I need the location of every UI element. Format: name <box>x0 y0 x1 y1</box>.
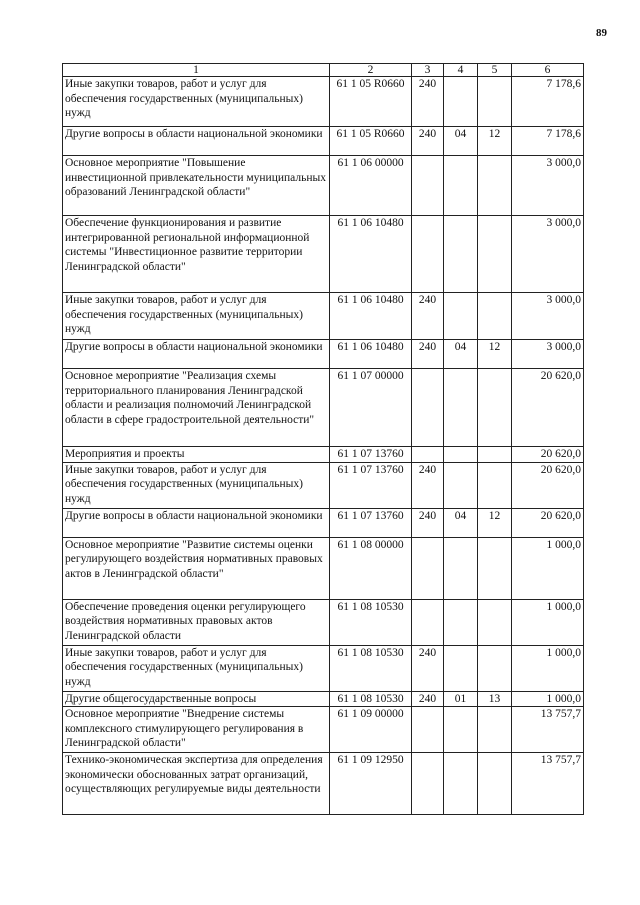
subsection: 12 <box>478 127 512 156</box>
subsection <box>478 753 512 815</box>
expense-type: 240 <box>412 293 444 340</box>
amount: 1 000,0 <box>512 537 584 599</box>
section <box>444 645 478 691</box>
target-code: 61 1 08 10530 <box>330 691 412 707</box>
amount: 3 000,0 <box>512 216 584 293</box>
item-name: Иные закупки товаров, работ и услуг для обеспечения государственных (муниципальных) нужд <box>63 645 330 691</box>
table-row <box>63 369 584 447</box>
amount: 20 620,0 <box>512 369 584 447</box>
expense-type: 240 <box>412 77 444 127</box>
subsection <box>478 216 512 293</box>
target-code: 61 1 06 10480 <box>330 340 412 369</box>
table-row <box>63 447 584 463</box>
amount: 13 757,7 <box>512 707 584 753</box>
item-name: Иные закупки товаров, работ и услуг для обеспечения государственных (муниципальных) нужд <box>63 77 330 127</box>
expense-type: 240 <box>412 691 444 707</box>
expense-type <box>412 599 444 645</box>
header-row <box>63 64 584 77</box>
expense-type <box>412 753 444 815</box>
item-name: Другие вопросы в области национальной экономики <box>63 508 330 537</box>
section: 01 <box>444 691 478 707</box>
expense-type <box>412 156 444 216</box>
target-code: 61 1 06 10480 <box>330 216 412 293</box>
target-code: 61 1 08 00000 <box>330 537 412 599</box>
subsection <box>478 599 512 645</box>
table-row <box>63 599 584 645</box>
expense-type: 240 <box>412 462 444 508</box>
budget-table <box>62 63 584 815</box>
target-code: 61 1 07 13760 <box>330 447 412 463</box>
table-row <box>63 462 584 508</box>
table-row <box>63 537 584 599</box>
section <box>444 447 478 463</box>
item-name: Другие общегосударственные вопросы <box>63 691 330 707</box>
section: 04 <box>444 340 478 369</box>
subsection <box>478 645 512 691</box>
item-name: Другие вопросы в области национальной экономики <box>63 127 330 156</box>
target-code: 61 1 06 10480 <box>330 293 412 340</box>
amount: 3 000,0 <box>512 293 584 340</box>
amount: 3 000,0 <box>512 156 584 216</box>
section: 04 <box>444 508 478 537</box>
amount: 20 620,0 <box>512 447 584 463</box>
column-header-4: 4 <box>444 64 478 77</box>
expense-type <box>412 369 444 447</box>
table-row <box>63 645 584 691</box>
amount: 20 620,0 <box>512 508 584 537</box>
column-header-1: 1 <box>63 64 330 77</box>
subsection <box>478 447 512 463</box>
column-header-5: 5 <box>478 64 512 77</box>
item-name: Обеспечение функционирования и развитие интегрированной региональной информационной системы "Инвестиционное развитие территории Ленинградской области" <box>63 216 330 293</box>
item-name: Основное мероприятие "Внедрение системы комплексного стимулирующего регулирования в Ленинградской области" <box>63 707 330 753</box>
section <box>444 707 478 753</box>
item-name: Иные закупки товаров, работ и услуг для обеспечения государственных (муниципальных) нужд <box>63 293 330 340</box>
expense-type <box>412 707 444 753</box>
subsection <box>478 537 512 599</box>
section <box>444 156 478 216</box>
subsection <box>478 707 512 753</box>
subsection <box>478 156 512 216</box>
page-number: 89 <box>596 27 607 39</box>
subsection <box>478 462 512 508</box>
section: 04 <box>444 127 478 156</box>
subsection: 12 <box>478 508 512 537</box>
target-code: 61 1 07 13760 <box>330 508 412 537</box>
expense-type: 240 <box>412 340 444 369</box>
column-header-6: 6 <box>512 64 584 77</box>
item-name: Технико-экономическая экспертиза для определения экономически обоснованных затрат организаций, осуществляющих регулируемые виды деятельности <box>63 753 330 815</box>
table-row <box>63 707 584 753</box>
section <box>444 599 478 645</box>
table-row <box>63 216 584 293</box>
amount: 13 757,7 <box>512 753 584 815</box>
table-row <box>63 127 584 156</box>
target-code: 61 1 07 00000 <box>330 369 412 447</box>
target-code: 61 1 05 R0660 <box>330 127 412 156</box>
table-row <box>63 753 584 815</box>
amount: 1 000,0 <box>512 645 584 691</box>
subsection: 12 <box>478 340 512 369</box>
section <box>444 537 478 599</box>
amount: 1 000,0 <box>512 599 584 645</box>
target-code: 61 1 08 10530 <box>330 599 412 645</box>
item-name: Основное мероприятие "Реализация схемы территориального планирования Ленинградской области и реализация полномочий Ленинградской области в сфере градостроительной деятельности" <box>63 369 330 447</box>
column-header-3: 3 <box>412 64 444 77</box>
column-header-2: 2 <box>330 64 412 77</box>
table-row <box>63 156 584 216</box>
section <box>444 753 478 815</box>
table-row <box>63 508 584 537</box>
subsection: 13 <box>478 691 512 707</box>
item-name: Иные закупки товаров, работ и услуг для обеспечения государственных (муниципальных) нужд <box>63 462 330 508</box>
subsection <box>478 293 512 340</box>
table-row <box>63 77 584 127</box>
subsection <box>478 369 512 447</box>
section <box>444 293 478 340</box>
section <box>444 369 478 447</box>
expense-type: 240 <box>412 508 444 537</box>
amount: 20 620,0 <box>512 462 584 508</box>
subsection <box>478 77 512 127</box>
target-code: 61 1 09 12950 <box>330 753 412 815</box>
section <box>444 462 478 508</box>
amount: 1 000,0 <box>512 691 584 707</box>
target-code: 61 1 05 R0660 <box>330 77 412 127</box>
item-name: Мероприятия и проекты <box>63 447 330 463</box>
target-code: 61 1 09 00000 <box>330 707 412 753</box>
expense-type <box>412 216 444 293</box>
item-name: Основное мероприятие "Повышение инвестиционной привлекательности муниципальных образований Ленинградской области" <box>63 156 330 216</box>
expense-type <box>412 537 444 599</box>
amount: 7 178,6 <box>512 127 584 156</box>
table-row <box>63 293 584 340</box>
section <box>444 216 478 293</box>
target-code: 61 1 06 00000 <box>330 156 412 216</box>
section <box>444 77 478 127</box>
target-code: 61 1 07 13760 <box>330 462 412 508</box>
expense-type <box>412 447 444 463</box>
table-row <box>63 691 584 707</box>
amount: 7 178,6 <box>512 77 584 127</box>
table-row <box>63 340 584 369</box>
expense-type: 240 <box>412 127 444 156</box>
expense-type: 240 <box>412 645 444 691</box>
item-name: Другие вопросы в области национальной экономики <box>63 340 330 369</box>
target-code: 61 1 08 10530 <box>330 645 412 691</box>
item-name: Обеспечение проведения оценки регулирующего воздействия нормативных правовых актов Ленинградской области <box>63 599 330 645</box>
amount: 3 000,0 <box>512 340 584 369</box>
item-name: Основное мероприятие "Развитие системы оценки регулирующего воздействия нормативных правовых актов в Ленинградской области" <box>63 537 330 599</box>
